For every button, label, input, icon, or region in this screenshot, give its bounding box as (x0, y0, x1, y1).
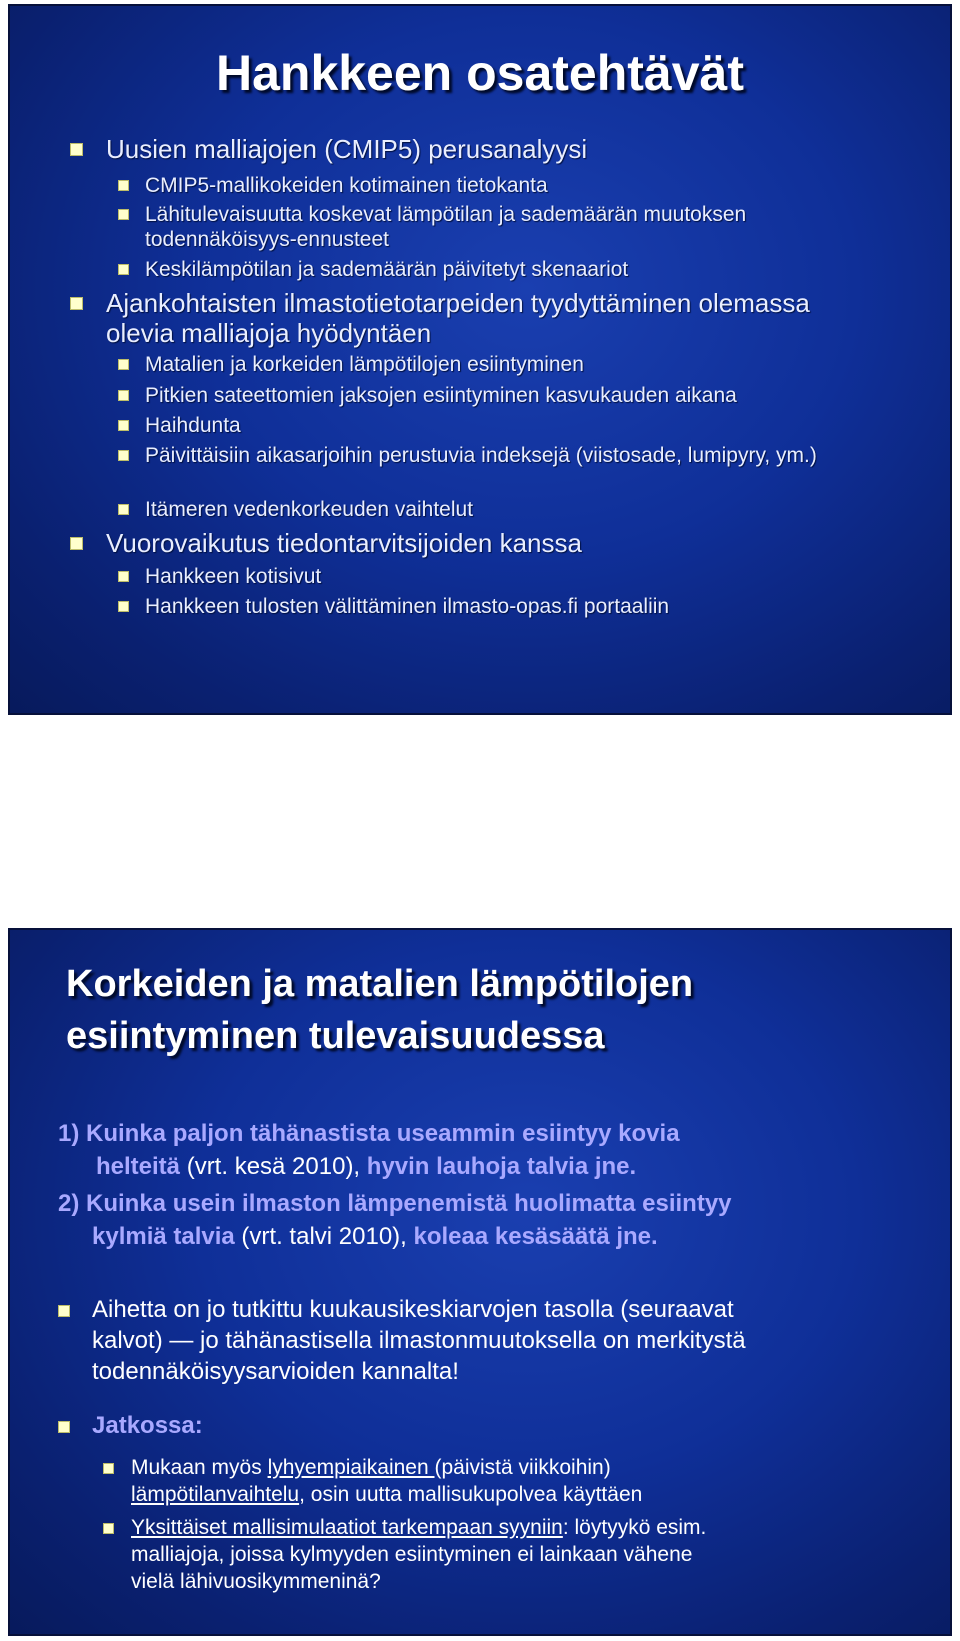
sub-bullet-item: Matalien ja korkeiden lämpötilojen esiintyminen (145, 352, 905, 377)
slide-1 (8, 4, 952, 715)
square-bullet-icon (103, 1463, 114, 1474)
slide-1-title: Hankkeen osatehtävät (215, 45, 744, 101)
paragraph-bullet: Aihetta on jo tutkittu kuukausikeskiarvojen tasolla (seuraavat kalvot) — jo tähänastisella ilmastonmuutoksella on merkitystä todennäköisyysarvioiden kannalta! (92, 1294, 942, 1387)
square-bullet-icon (70, 143, 83, 156)
square-bullet-icon (58, 1421, 70, 1433)
square-bullet-icon (118, 359, 129, 370)
sub-bullet-item: Itämeren vedenkorkeuden vaihtelut (145, 497, 905, 522)
square-bullet-icon (70, 537, 83, 550)
question-1: 1) Kuinka paljon tähänastista useammin esiintyy kovia helteitä (vrt. kesä 2010), hyvin lauhoja talvia jne. (58, 1120, 680, 1180)
square-bullet-icon (118, 390, 129, 401)
question-2: 2) Kuinka usein ilmaston lämpenemistä huolimatta esiintyy kylmiä talvia (vrt. talvi 2010), koleaa kesäsäätä jne. (58, 1190, 732, 1250)
sub-bullet-item: Yksittäiset mallisimulaatiot tarkempaan syyniin: löytyykö esim. malliajoja, joissa kylmyyden esiintyminen ei lainkaan vähene vielä lähivuosikymmeninä? (131, 1514, 931, 1595)
sub-bullet-item: Hankkeen kotisivut (145, 564, 905, 589)
square-bullet-icon (118, 504, 129, 515)
sub-bullet-item: Haihdunta (145, 413, 905, 438)
sub-bullet-item: CMIP5-mallikokeiden kotimainen tietokanta (145, 173, 905, 198)
square-bullet-icon (118, 180, 129, 191)
square-bullet-icon (118, 209, 129, 220)
square-bullet-icon (118, 601, 129, 612)
bullet-item: Ajankohtaisten ilmastotietotarpeiden tyydyttäminen olemassa olevia malliajoja hyödyntäen (106, 288, 836, 348)
bullet-item: Uusien malliajojen (CMIP5) perusanalyysi (106, 134, 906, 164)
sub-bullet-item: Lähitulevaisuutta koskevat lämpötilan ja sademäärän muutoksen todennäköisyys-ennusteet (145, 202, 885, 252)
square-bullet-icon (103, 1523, 114, 1534)
sub-bullet-item: Mukaan myös lyhyempiaikainen (päivistä viikkoihin) lämpötilanvaihtelu, osin uutta mallisukupolvea käyttäen (131, 1454, 931, 1508)
sub-bullet-item: Päivittäisiin aikasarjoihin perustuvia indeksejä (viistosade, lumipyry, ym.) (145, 443, 825, 468)
bullet-item: Vuorovaikutus tiedontarvitsijoiden kanssa (106, 528, 906, 558)
square-bullet-icon (118, 264, 129, 275)
square-bullet-icon (118, 450, 129, 461)
square-bullet-icon (118, 420, 129, 431)
slide-2-title: Korkeiden ja matalien lämpötilojen esiintyminen tulevaisuudessa (66, 963, 694, 1057)
sub-bullet-item: Keskilämpötilan ja sademäärän päivitetyt skenaariot (145, 257, 905, 282)
slide-2 (8, 928, 952, 1636)
square-bullet-icon (118, 571, 129, 582)
sub-bullet-item: Hankkeen tulosten välittäminen ilmasto-opas.fi portaaliin (145, 594, 925, 619)
square-bullet-icon (58, 1305, 70, 1317)
jatkossa-heading: Jatkossa: (92, 1410, 492, 1441)
sub-bullet-item: Pitkien sateettomien jaksojen esiintyminen kasvukauden aikana (145, 383, 905, 408)
square-bullet-icon (70, 297, 83, 310)
